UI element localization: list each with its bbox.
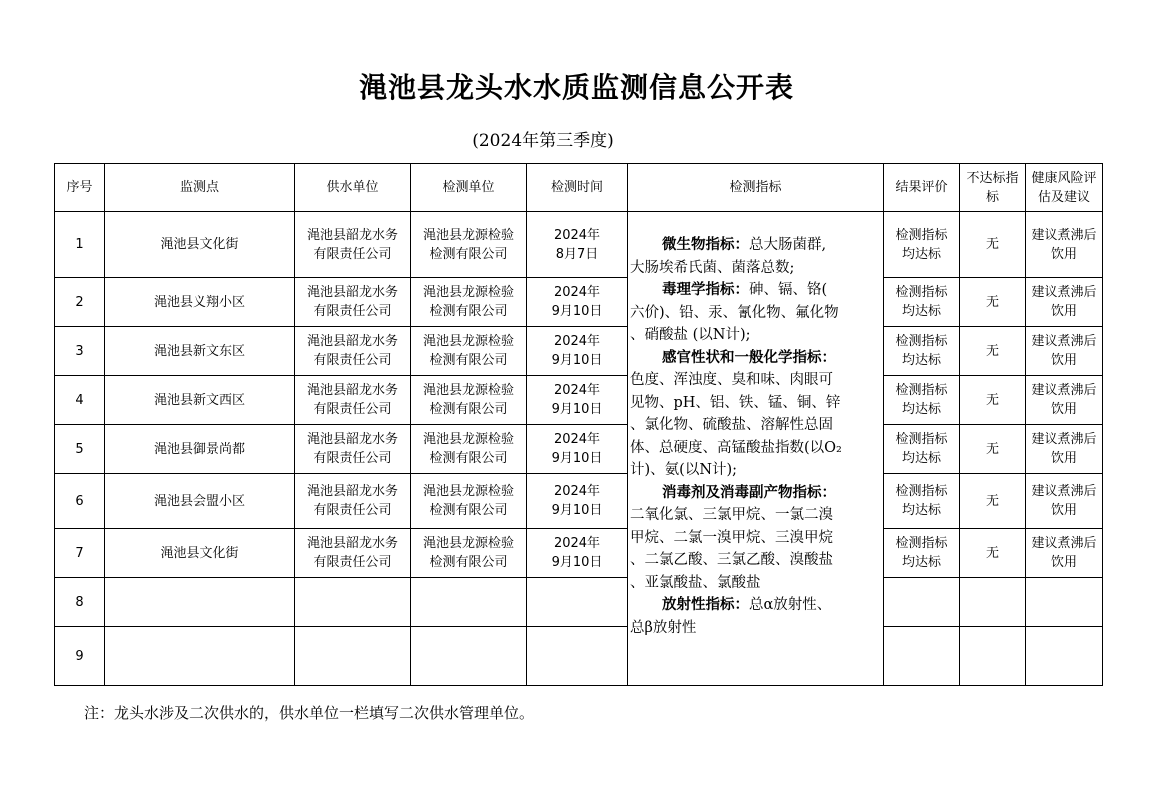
tester-cell: 渑池县龙源检验检测有限公司 <box>411 278 527 327</box>
result-cell: 检测指标均达标 <box>884 212 960 278</box>
header-seq: 序号 <box>55 164 105 212</box>
result-cell: 检测指标均达标 <box>884 327 960 376</box>
page-subtitle: (2024年第三季度) <box>472 131 614 151</box>
indicator-text: 见物、pH、铝、铁、锰、铜、锌 <box>630 394 841 411</box>
indicator-category: 微生物指标： <box>662 236 749 253</box>
test-date-year: 2024年 <box>553 285 601 300</box>
indicator-text: 、二氯乙酸、三氯乙酸、溴酸盐 <box>630 552 833 568</box>
indicator-text: 计)、氨(以N计); <box>630 462 738 478</box>
monitoring-point-cell: 渑池县文化街 <box>105 529 295 578</box>
failed-indicator-cell <box>960 578 1026 627</box>
seq-cell: 5 <box>55 425 105 474</box>
supplier-cell <box>295 578 411 627</box>
test-time-cell <box>527 425 628 474</box>
indicators-cell <box>628 212 884 686</box>
test-date-day: 9月10日 <box>551 555 603 570</box>
header-advice: 健康风险评估及建议 <box>1026 164 1103 212</box>
test-date-day: 9月10日 <box>551 451 603 466</box>
indicator-text: 、亚氯酸盐、氯酸盐 <box>630 574 761 591</box>
advice-cell: 建议煮沸后饮用 <box>1026 278 1103 327</box>
monitoring-point-cell: 渑池县新文西区 <box>105 376 295 425</box>
table-row <box>55 529 1103 578</box>
result-cell: 检测指标均达标 <box>884 529 960 578</box>
indicator-text: 总大肠菌群, <box>749 237 827 253</box>
tester-cell: 渑池县龙源检验检测有限公司 <box>411 327 527 376</box>
seq-cell: 6 <box>55 474 105 529</box>
result-cell: 检测指标均达标 <box>884 376 960 425</box>
indicator-text: 、氯化物、硫酸盐、溶解性总固 <box>630 417 833 433</box>
indicator-text: 砷、镉、铬( <box>749 282 828 298</box>
table-row <box>55 212 1103 278</box>
result-cell: 检测指标均达标 <box>884 425 960 474</box>
table-row <box>55 578 1103 627</box>
tester-cell: 渑池县龙源检验检测有限公司 <box>411 425 527 474</box>
advice-cell: 建议煮沸后饮用 <box>1026 212 1103 278</box>
tester-cell <box>411 578 527 627</box>
header-time: 检测时间 <box>527 164 628 212</box>
seq-cell: 3 <box>55 327 105 376</box>
indicator-group <box>630 347 881 482</box>
result-cell: 检测指标均达标 <box>884 474 960 529</box>
test-date-day: 9月10日 <box>551 402 603 417</box>
test-time-cell <box>527 474 628 529</box>
header-tester: 检测单位 <box>411 164 527 212</box>
monitoring-point-cell <box>105 627 295 686</box>
test-time-cell <box>527 212 628 278</box>
indicator-text: 二氧化氯、三氯甲烷、一氯二溴 <box>630 507 833 523</box>
supplier-cell: 渑池县韶龙水务有限责任公司 <box>295 376 411 425</box>
table-row <box>55 278 1103 327</box>
supplier-cell: 渑池县韶龙水务有限责任公司 <box>295 529 411 578</box>
failed-indicator-cell: 无 <box>960 425 1026 474</box>
seq-cell: 9 <box>55 627 105 686</box>
advice-cell: 建议煮沸后饮用 <box>1026 474 1103 529</box>
indicator-category: 消毒剂及消毒副产物指标： <box>662 483 836 501</box>
seq-cell: 8 <box>55 578 105 627</box>
test-date-day: 9月10日 <box>551 353 603 368</box>
test-date-year: 2024年 <box>553 227 601 243</box>
supplier-cell: 渑池县韶龙水务有限责任公司 <box>295 425 411 474</box>
tester-cell: 渑池县龙源检验检测有限公司 <box>411 474 527 529</box>
indicator-text: 总β放射性 <box>630 619 697 636</box>
indicator-text: 、硝酸盐 (以N计); <box>630 327 751 343</box>
header-result: 结果评价 <box>884 164 960 212</box>
supplier-cell: 渑池县韶龙水务有限责任公司 <box>295 278 411 327</box>
supplier-cell: 渑池县韶龙水务有限责任公司 <box>295 212 411 278</box>
tester-cell <box>411 627 527 686</box>
failed-indicator-cell: 无 <box>960 376 1026 425</box>
test-time-cell <box>527 278 628 327</box>
failed-indicator-cell: 无 <box>960 278 1026 327</box>
indicator-text: 六价)、铅、汞、氰化物、氟化物 <box>630 304 839 321</box>
failed-indicator-cell: 无 <box>960 212 1026 278</box>
indicator-text: 甲烷、二氯一溴甲烷、三溴甲烷 <box>630 529 833 546</box>
indicator-category: 放射性指标： <box>662 596 749 613</box>
header-indicators: 检测指标 <box>628 164 884 212</box>
monitoring-point-cell: 渑池县义翔小区 <box>105 278 295 327</box>
test-date-year: 2024年 <box>553 383 601 398</box>
indicator-group <box>630 234 881 279</box>
failed-indicator-cell <box>960 627 1026 686</box>
indicator-category: 感官性状和一般化学指标： <box>662 348 836 366</box>
seq-cell: 7 <box>55 529 105 578</box>
advice-cell: 建议煮沸后饮用 <box>1026 376 1103 425</box>
failed-indicator-cell: 无 <box>960 474 1026 529</box>
test-time-cell <box>527 327 628 376</box>
monitoring-point-cell: 渑池县御景尚都 <box>105 425 295 474</box>
table-row <box>55 627 1103 686</box>
advice-cell: 建议煮沸后饮用 <box>1026 529 1103 578</box>
table-body <box>55 164 1103 686</box>
tester-cell: 渑池县龙源检验检测有限公司 <box>411 212 527 278</box>
header-failed: 不达标指标 <box>960 164 1026 212</box>
table-row <box>55 327 1103 376</box>
advice-cell: 建议煮沸后饮用 <box>1026 425 1103 474</box>
monitoring-table <box>54 163 1103 686</box>
advice-cell <box>1026 627 1103 686</box>
test-date-day: 8月7日 <box>555 246 599 262</box>
header-row <box>55 164 1103 212</box>
header-supplier: 供水单位 <box>295 164 411 212</box>
indicator-text: 体、总硬度、高锰酸盐指数(以O₂ <box>630 439 842 456</box>
test-date-year: 2024年 <box>553 484 601 499</box>
table-row <box>55 474 1103 529</box>
test-date-year: 2024年 <box>553 432 601 447</box>
table-row <box>55 425 1103 474</box>
test-time-cell <box>527 627 628 686</box>
seq-cell: 2 <box>55 278 105 327</box>
indicator-category: 毒理学指标： <box>662 281 749 298</box>
seq-cell: 1 <box>55 212 105 278</box>
result-cell <box>884 627 960 686</box>
failed-indicator-cell: 无 <box>960 327 1026 376</box>
monitoring-point-cell <box>105 578 295 627</box>
indicator-text: 总α放射性、 <box>749 597 832 613</box>
monitoring-point-cell: 渑池县文化街 <box>105 212 295 278</box>
supplier-cell: 渑池县韶龙水务有限责任公司 <box>295 474 411 529</box>
test-date-day: 9月10日 <box>551 503 603 518</box>
test-date-day: 9月10日 <box>551 304 603 319</box>
indicator-group <box>630 482 881 595</box>
monitoring-point-cell: 渑池县新文东区 <box>105 327 295 376</box>
supplier-cell: 渑池县韶龙水务有限责任公司 <box>295 327 411 376</box>
header-point: 监测点 <box>105 164 295 212</box>
failed-indicator-cell: 无 <box>960 529 1026 578</box>
result-cell: 检测指标均达标 <box>884 278 960 327</box>
supplier-cell <box>295 627 411 686</box>
seq-cell: 4 <box>55 376 105 425</box>
test-date-year: 2024年 <box>553 536 601 551</box>
test-time-cell <box>527 376 628 425</box>
result-cell <box>884 578 960 627</box>
page-title: 渑池县龙头水水质监测信息公开表 <box>358 71 794 104</box>
footnote: 注：龙头水涉及二次供水的，供水单位一栏填写二次供水管理单位。 <box>84 704 535 722</box>
advice-cell <box>1026 578 1103 627</box>
indicator-group <box>630 594 881 639</box>
indicator-text: 大肠埃希氏菌、菌落总数; <box>630 259 795 276</box>
indicator-group <box>630 279 881 347</box>
tester-cell: 渑池县龙源检验检测有限公司 <box>411 376 527 425</box>
indicator-text: 色度、浑浊度、臭和味、肉眼可 <box>630 372 833 388</box>
table-row <box>55 376 1103 425</box>
advice-cell: 建议煮沸后饮用 <box>1026 327 1103 376</box>
test-time-cell <box>527 529 628 578</box>
tester-cell: 渑池县龙源检验检测有限公司 <box>411 529 527 578</box>
test-time-cell <box>527 578 628 627</box>
test-date-year: 2024年 <box>553 334 601 349</box>
monitoring-point-cell: 渑池县会盟小区 <box>105 474 295 529</box>
